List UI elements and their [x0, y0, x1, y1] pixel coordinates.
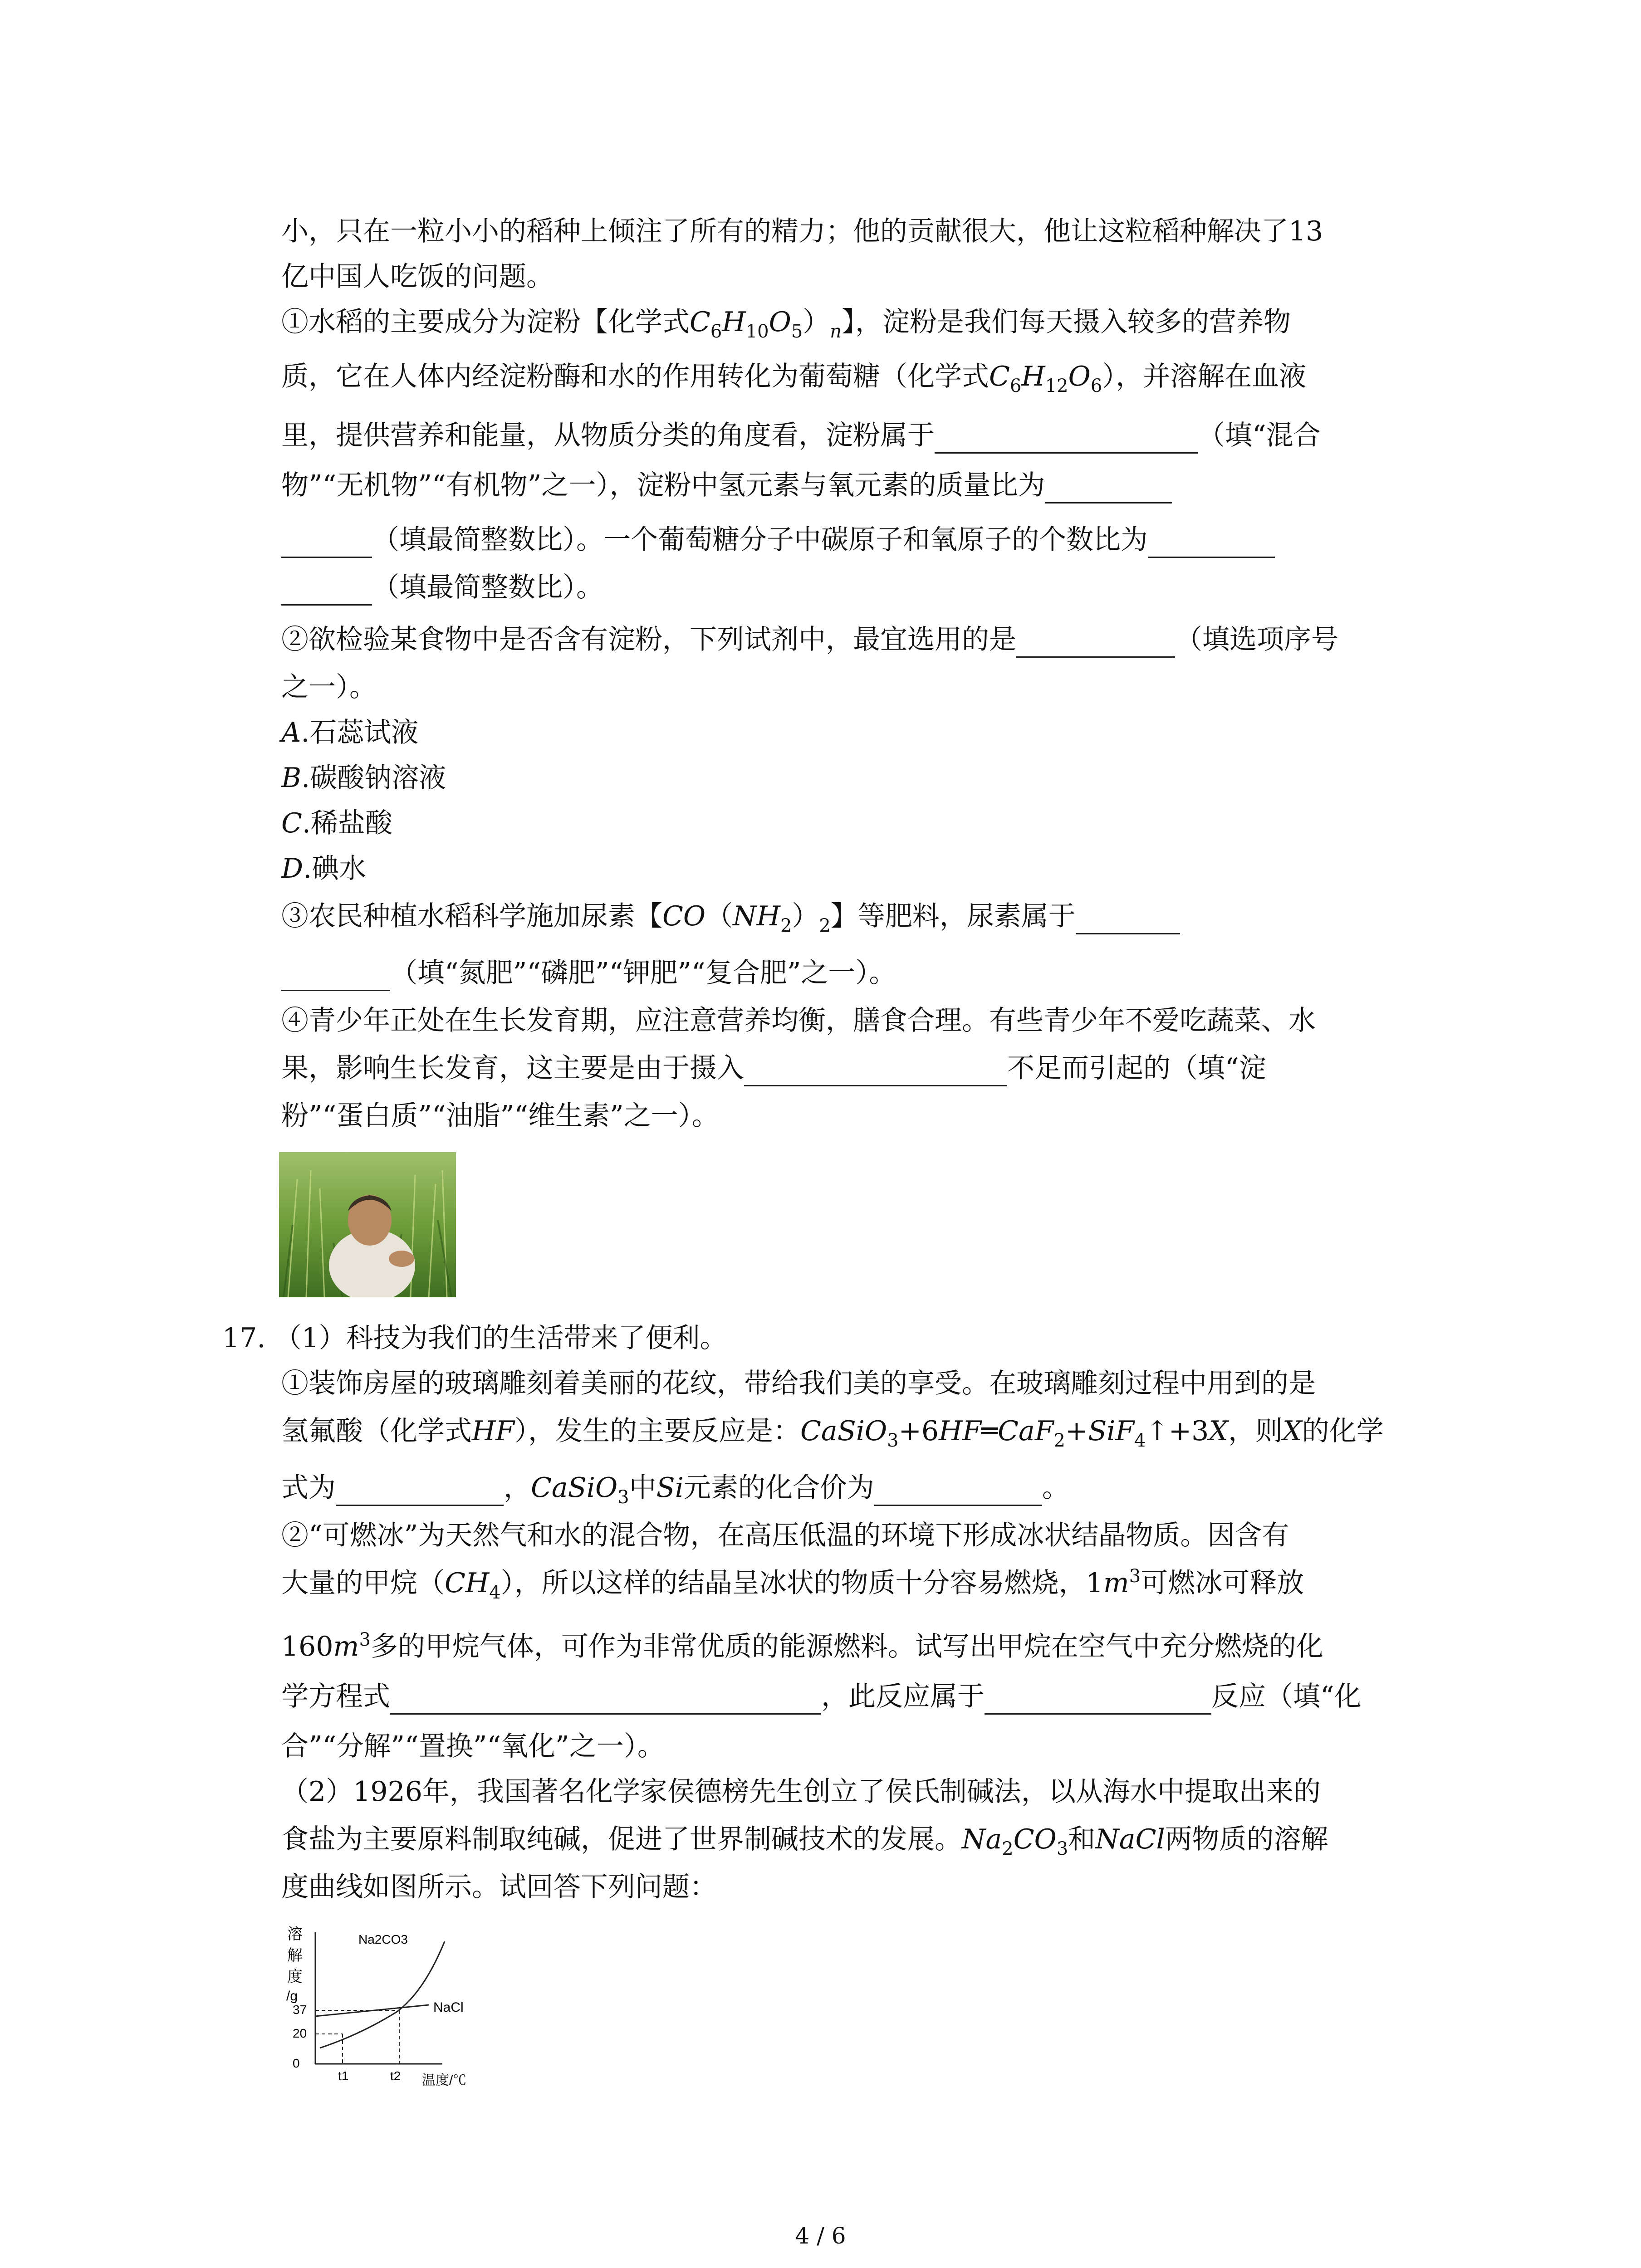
text-line: ④青少年正处在生长发育期，应注意营养均衡，膳食合理。有些青少年不爱吃蔬菜、水	[281, 1005, 1316, 1036]
answer-blank[interactable]	[935, 424, 1198, 454]
option-d: D.碘水	[281, 853, 367, 885]
text-line: 果，影响生长发育，这主要是由于摄入 不足而引起的（填“淀	[281, 1050, 1266, 1086]
series-label-nacl: NaCl	[433, 2000, 464, 2015]
text-line: （填最简整数比）。	[281, 569, 603, 606]
answer-blank[interactable]	[1076, 905, 1180, 934]
text-line: 亿中国人吃饭的问题。	[281, 261, 554, 293]
x-label: 温度/℃	[422, 2073, 467, 2088]
solubility-chart	[279, 1919, 515, 2091]
text-line: ③农民种植水稻科学施加尿素【$CO(NH_2)_2$】等肥料，尿素属于	[281, 898, 1180, 934]
tick-label: t1	[338, 2069, 349, 2083]
text-line: 度曲线如图所示。试回答下列问题：	[281, 1871, 717, 1903]
text-line: （填最简整数比）。一个葡萄糖分子中碳原子和氧原子的个数比为	[281, 522, 1275, 558]
question-17: 17. （1）科技为我们的生活带来了便利。	[222, 1322, 727, 1354]
answer-blank[interactable]	[336, 1476, 504, 1506]
y-label-4: /g	[286, 1989, 298, 2004]
text-line: ②欲检验某食物中是否含有淀粉，下列试剂中，最宜选用的是 （填选项序号	[281, 621, 1338, 658]
text-line: $160m^3$多的甲烷气体，可作为非常优质的能源燃料。试写出甲烷在空气中充分燃烧的化	[281, 1629, 1323, 1662]
na2co3-curve	[320, 1941, 445, 2048]
tick-label: t2	[390, 2069, 401, 2083]
answer-blank[interactable]	[874, 1476, 1042, 1506]
text-line: 式为 ，CaSiO$_3$中Si元素的化合价为 。	[281, 1472, 1069, 1508]
answer-blank[interactable]	[744, 1057, 1007, 1086]
answer-blank[interactable]	[281, 528, 372, 558]
text-line: ②“可燃冰”为天然气和水的混合物，在高压低温的环境下形成冰状结晶物质。因含有	[281, 1520, 1289, 1551]
text-line: 之一）。	[281, 671, 377, 703]
text-line: 粉”“蛋白质”“油脂”“维生素”之一）。	[281, 1100, 719, 1132]
tick-label: 0	[293, 2056, 300, 2070]
text-line: 合”“分解”“置换”“氧化”之一）。	[281, 1730, 665, 1762]
y-label-3: 度	[287, 1968, 303, 1985]
text-line: 大量的甲烷$(CH_4)$，所以这样的结晶呈冰状的物质十分容易燃烧，$1m^3$可燃冰可释放	[281, 1566, 1304, 1603]
text-line: 质，它在人体内经淀粉酶和水的作用转化为葡萄糖（化学式$C_6H_{12}O_6$），并溶解在血液	[281, 361, 1307, 396]
option-c: C.稀盐酸	[281, 807, 392, 839]
text-line: 里，提供营养和能量，从物质分类的角度看，淀粉属于 （填“混合	[281, 417, 1321, 454]
page-number: 4 / 6	[795, 2223, 846, 2249]
option-a: A.石蕊试液	[281, 717, 419, 748]
text-line: 食盐为主要原料制取纯碱，促进了世界制碱技术的发展。$Na_2CO_3$和NaCl两物质的溶解	[281, 1823, 1328, 1859]
tick-label: 37	[293, 2003, 307, 2017]
answer-blank[interactable]	[1148, 528, 1275, 558]
text-line: 小，只在一粒小小的稻种上倾注了所有的精力；他的贡献很大，他让这粒稻种解决了13	[281, 215, 1323, 247]
y-label-2: 解	[287, 1947, 303, 1964]
text-line: 物”“无机物”“有机物”之一），淀粉中氢元素与氧元素的质量比为	[281, 467, 1172, 503]
y-label-1: 溶	[287, 1926, 303, 1943]
text-line: ①水稻的主要成分为淀粉【化学式$C_6H_{10}O_5)_n$】，淀粉是我们每天摄入较多的营养物	[281, 306, 1291, 342]
tick-label: 20	[293, 2026, 307, 2040]
answer-blank[interactable]	[390, 1685, 821, 1715]
text-line: （填“氮肥”“磷肥”“钾肥”“复合肥”之一）。	[281, 955, 896, 991]
answer-blank[interactable]	[281, 576, 372, 606]
option-b: B.碳酸钠溶液	[281, 762, 446, 794]
answer-blank[interactable]	[985, 1685, 1211, 1715]
text-line: 氢氟酸（化学式HF），发生的主要反应是：CaSiO$_3$+6HF═CaF$_2$+SiF$_4$↑+3X，则X的化学	[281, 1415, 1384, 1451]
text-line: （2）1926年，我国著名化学家侯德榜先生创立了侯氏制碱法，以从海水中提取出来的	[281, 1776, 1321, 1808]
series-label-na2co3: Na2CO3	[358, 1932, 408, 1946]
answer-blank[interactable]	[281, 962, 390, 991]
answer-blank[interactable]	[1045, 474, 1172, 503]
nacl-curve	[315, 2005, 429, 2016]
answer-blank[interactable]	[1016, 628, 1175, 658]
text-line: ①装饰房屋的玻璃雕刻着美丽的花纹，带给我们美的享受。在玻璃雕刻过程中用到的是	[281, 1368, 1316, 1399]
text-line: 学方程式 ，此反应属于 反应（填“化	[281, 1678, 1362, 1715]
rice-field-photo	[279, 1152, 456, 1297]
